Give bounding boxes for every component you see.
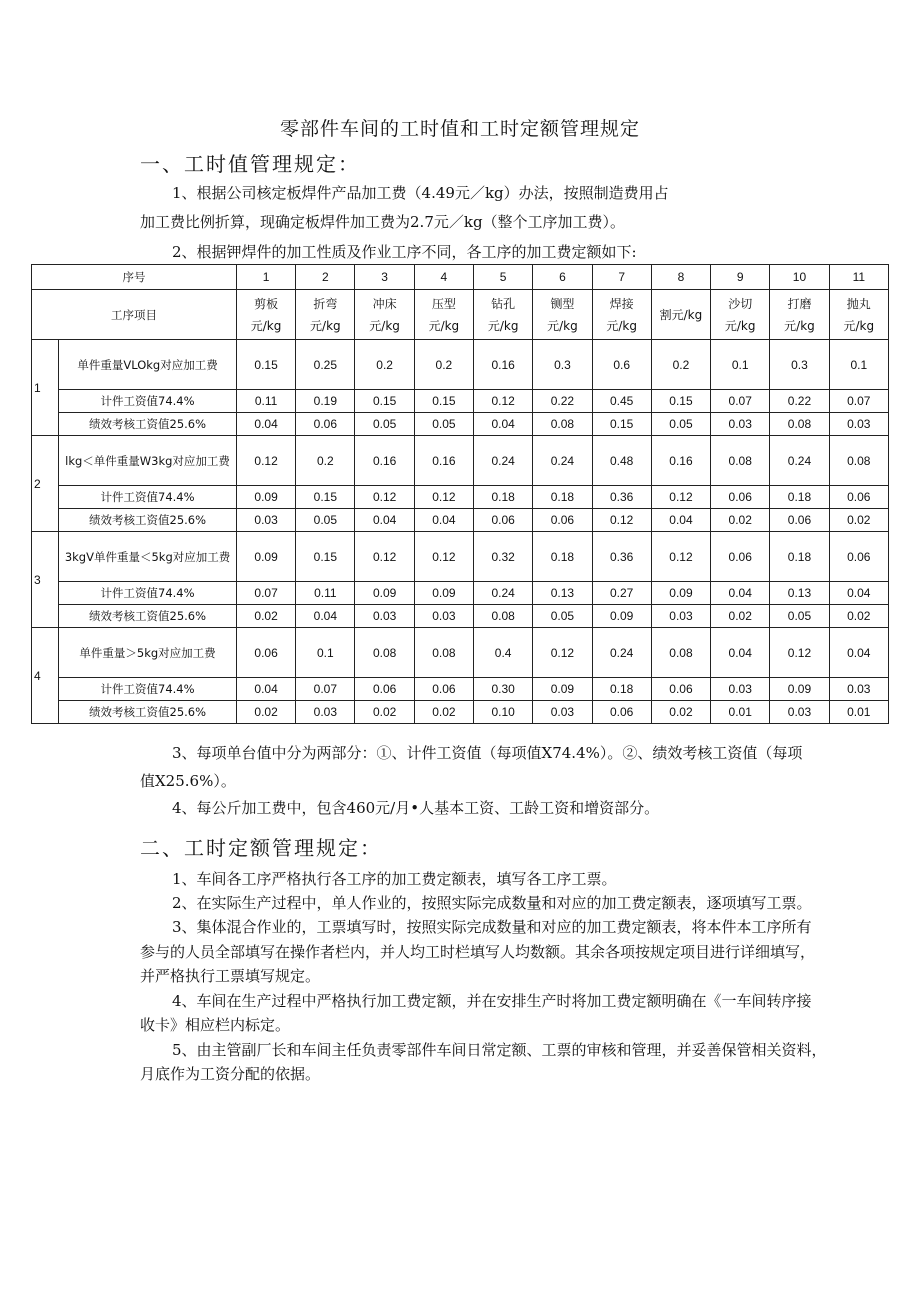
note-4: 4、每公斤加工费中，包含460元/月•人基本工资、工龄工资和增资部分。	[172, 799, 660, 817]
value-cell: 0.09	[533, 678, 592, 701]
value-cell: 0.03	[236, 509, 295, 532]
value-cell: 0.2	[414, 340, 473, 390]
section2-paragraph-3-line-2: 参与的人员全部填写在操作者栏内，并人均工时栏填写人均数额。其余各项按规定项目进行详细填写，	[140, 943, 816, 961]
weight-range-label: 单件重量VLOkg对应加工费	[59, 340, 237, 390]
section2-paragraph-1: 1、车间各工序严格执行各工序的加工费定额表，填写各工序工票。	[172, 870, 617, 888]
op-header: 割元/kg	[651, 290, 710, 340]
section2-heading: 二、工时定额管理规定：	[140, 836, 382, 860]
value-cell: 0.04	[355, 509, 414, 532]
value-cell: 0.1	[711, 340, 770, 390]
value-cell: 0.02	[236, 605, 295, 628]
wage-type-label: 绩效考核工资值25.6%	[59, 701, 237, 724]
value-cell: 0.09	[770, 678, 829, 701]
wage-type-label: 计件工资值74.4%	[59, 678, 237, 701]
op-header: 抛丸元/kg	[829, 290, 888, 340]
value-cell: 0.15	[414, 390, 473, 413]
value-cell: 0.02	[355, 701, 414, 724]
value-cell: 0.04	[711, 628, 770, 678]
col-number: 10	[770, 265, 829, 290]
value-cell: 0.08	[651, 628, 710, 678]
value-cell: 0.09	[236, 486, 295, 509]
section2-paragraph-4-line-2: 收卡》相应栏内标定。	[140, 1016, 291, 1034]
value-cell: 0.03	[533, 701, 592, 724]
value-cell: 0.02	[711, 605, 770, 628]
value-cell: 0.08	[414, 628, 473, 678]
section1-paragraph-2: 2、根据钾焊件的加工性质及作业工序不同，各工序的加工费定额如下:	[172, 243, 637, 261]
group-number: 3	[32, 532, 59, 628]
value-cell: 0.48	[592, 436, 651, 486]
value-cell: 0.02	[711, 509, 770, 532]
value-cell: 0.06	[770, 509, 829, 532]
group-number: 2	[32, 436, 59, 532]
col-number: 8	[651, 265, 710, 290]
value-cell: 0.24	[592, 628, 651, 678]
value-cell: 0.18	[533, 486, 592, 509]
value-cell: 0.30	[474, 678, 533, 701]
value-cell: 0.08	[711, 436, 770, 486]
value-cell: 0.04	[414, 509, 473, 532]
value-cell: 0.05	[355, 413, 414, 436]
value-cell: 0.06	[592, 701, 651, 724]
value-cell: 0.2	[355, 340, 414, 390]
item-header: 工序项目	[32, 290, 237, 340]
value-cell: 0.18	[770, 486, 829, 509]
table-row	[32, 628, 889, 678]
value-cell: 0.07	[296, 678, 355, 701]
value-cell: 0.12	[355, 486, 414, 509]
value-cell: 0.22	[533, 390, 592, 413]
value-cell: 0.36	[592, 486, 651, 509]
op-header: 压型元/kg	[414, 290, 473, 340]
wage-type-label: 计件工资值74.4%	[59, 486, 237, 509]
col-number: 6	[533, 265, 592, 290]
value-cell: 0.10	[474, 701, 533, 724]
value-cell: 0.08	[829, 436, 888, 486]
value-cell: 0.06	[296, 413, 355, 436]
value-cell: 0.07	[711, 390, 770, 413]
value-cell: 0.13	[533, 582, 592, 605]
value-cell: 0.15	[651, 390, 710, 413]
value-cell: 0.01	[711, 701, 770, 724]
value-cell: 0.1	[296, 628, 355, 678]
value-cell: 0.32	[474, 532, 533, 582]
value-cell: 0.11	[236, 390, 295, 413]
value-cell: 0.07	[236, 582, 295, 605]
section2-paragraph-5-line-1: 5、由主管副厂长和车间主任负责零部件车间日常定额、工票的审核和管理，并妥善保管相关资料，	[172, 1041, 827, 1059]
value-cell: 0.06	[651, 678, 710, 701]
value-cell: 0.24	[770, 436, 829, 486]
value-cell: 0.12	[236, 436, 295, 486]
table-row	[32, 390, 889, 413]
value-cell: 0.18	[770, 532, 829, 582]
col-number: 3	[355, 265, 414, 290]
value-cell: 0.08	[474, 605, 533, 628]
op-header: 折弯元/kg	[296, 290, 355, 340]
table-row	[32, 340, 889, 390]
value-cell: 0.09	[355, 582, 414, 605]
value-cell: 0.06	[533, 509, 592, 532]
value-cell: 0.06	[474, 509, 533, 532]
table-row	[32, 582, 889, 605]
value-cell: 0.05	[651, 413, 710, 436]
section2-paragraph-5-line-2: 月底作为工资分配的依据。	[140, 1065, 321, 1083]
value-cell: 0.15	[592, 413, 651, 436]
value-cell: 0.09	[592, 605, 651, 628]
value-cell: 0.09	[414, 582, 473, 605]
value-cell: 0.06	[711, 532, 770, 582]
value-cell: 0.06	[711, 486, 770, 509]
header-row-numbers	[32, 265, 889, 290]
col-number: 1	[236, 265, 295, 290]
op-header: 钻孔元/kg	[474, 290, 533, 340]
value-cell: 0.12	[770, 628, 829, 678]
table-row	[32, 532, 889, 582]
value-cell: 0.02	[414, 701, 473, 724]
value-cell: 0.16	[651, 436, 710, 486]
value-cell: 0.06	[829, 532, 888, 582]
op-header: 沙切元/kg	[711, 290, 770, 340]
table-row	[32, 678, 889, 701]
col-number: 7	[592, 265, 651, 290]
value-cell: 0.36	[592, 532, 651, 582]
document-title: 零部件车间的工时值和工时定额管理规定	[279, 118, 640, 140]
value-cell: 0.04	[296, 605, 355, 628]
value-cell: 0.09	[651, 582, 710, 605]
value-cell: 0.07	[829, 390, 888, 413]
value-cell: 0.24	[474, 436, 533, 486]
op-header: 打磨元/kg	[770, 290, 829, 340]
value-cell: 0.03	[770, 701, 829, 724]
value-cell: 0.12	[651, 486, 710, 509]
seq-header: 序号	[32, 265, 237, 290]
table-row	[32, 605, 889, 628]
section2-paragraph-3-line-3: 并严格执行工票填写规定。	[140, 967, 321, 985]
value-cell: 0.03	[651, 605, 710, 628]
value-cell: 0.22	[770, 390, 829, 413]
value-cell: 0.03	[296, 701, 355, 724]
value-cell: 0.04	[829, 582, 888, 605]
value-cell: 0.15	[296, 486, 355, 509]
value-cell: 0.04	[829, 628, 888, 678]
table-row	[32, 509, 889, 532]
value-cell: 0.16	[474, 340, 533, 390]
value-cell: 0.13	[770, 582, 829, 605]
value-cell: 0.19	[296, 390, 355, 413]
value-cell: 0.15	[296, 532, 355, 582]
value-cell: 0.03	[414, 605, 473, 628]
value-cell: 0.1	[829, 340, 888, 390]
value-cell: 0.12	[533, 628, 592, 678]
value-cell: 0.03	[711, 678, 770, 701]
value-cell: 0.03	[711, 413, 770, 436]
op-header: 剪板元/kg	[236, 290, 295, 340]
note-3-line-1: 3、每项单台值中分为两部分：①、计件工资值（每项值X74.4%）。②、绩效考核工资值（每项	[172, 744, 803, 762]
value-cell: 0.05	[533, 605, 592, 628]
value-cell: 0.2	[651, 340, 710, 390]
value-cell: 0.6	[592, 340, 651, 390]
section2-paragraph-4-line-1: 4、车间在生产过程中严格执行加工费定额，并在安排生产时将加工费定额明确在《一车间转序接	[172, 992, 812, 1010]
value-cell: 0.08	[355, 628, 414, 678]
section1-paragraph-1-line-2: 加工费比例折算，现确定板焊件加工费为2.7元／kg（整个工序加工费）。	[140, 213, 626, 231]
value-cell: 0.12	[355, 532, 414, 582]
section1-heading: 一、工时值管理规定：	[140, 152, 360, 176]
value-cell: 0.02	[829, 605, 888, 628]
value-cell: 0.3	[533, 340, 592, 390]
value-cell: 0.04	[651, 509, 710, 532]
wage-type-label: 绩效考核工资值25.6%	[59, 509, 237, 532]
value-cell: 0.05	[414, 413, 473, 436]
value-cell: 0.03	[355, 605, 414, 628]
op-header: 铡型元/kg	[533, 290, 592, 340]
value-cell: 0.02	[651, 701, 710, 724]
op-header: 焊接元/kg	[592, 290, 651, 340]
value-cell: 0.24	[533, 436, 592, 486]
value-cell: 0.27	[592, 582, 651, 605]
value-cell: 0.12	[474, 390, 533, 413]
value-cell: 0.16	[414, 436, 473, 486]
value-cell: 0.25	[296, 340, 355, 390]
value-cell: 0.06	[236, 628, 295, 678]
weight-range-label: lkg＜单件重量W3kg对应加工费	[59, 436, 237, 486]
section1-paragraph-1-line-1: 1、根据公司核定板焊件产品加工费（4.49元／kg）办法，按照制造费用占	[172, 184, 669, 202]
group-number: 4	[32, 628, 59, 724]
value-cell: 0.16	[355, 436, 414, 486]
value-cell: 0.4	[474, 628, 533, 678]
value-cell: 0.04	[474, 413, 533, 436]
col-number: 5	[474, 265, 533, 290]
section2-paragraph-2: 2、在实际生产过程中，单人作业的，按照实际完成数量和对应的加工费定额表，逐项填写工票。	[172, 894, 812, 912]
value-cell: 0.2	[296, 436, 355, 486]
value-cell: 0.03	[829, 678, 888, 701]
wage-type-label: 计件工资值74.4%	[59, 582, 237, 605]
value-cell: 0.18	[533, 532, 592, 582]
header-row-operations	[32, 290, 889, 340]
value-cell: 0.12	[592, 509, 651, 532]
col-number: 11	[829, 265, 888, 290]
weight-range-label: 单件重量＞5kg对应加工费	[59, 628, 237, 678]
value-cell: 0.15	[355, 390, 414, 413]
value-cell: 0.09	[236, 532, 295, 582]
value-cell: 0.03	[829, 413, 888, 436]
processing-fee-table	[31, 264, 889, 724]
value-cell: 0.06	[355, 678, 414, 701]
op-header: 冲床元/kg	[355, 290, 414, 340]
value-cell: 0.04	[236, 678, 295, 701]
value-cell: 0.01	[829, 701, 888, 724]
note-3-line-2: 值X25.6%）。	[140, 772, 236, 790]
value-cell: 0.06	[829, 486, 888, 509]
value-cell: 0.05	[296, 509, 355, 532]
value-cell: 0.18	[474, 486, 533, 509]
value-cell: 0.06	[414, 678, 473, 701]
value-cell: 0.12	[414, 532, 473, 582]
value-cell: 0.15	[236, 340, 295, 390]
table-row	[32, 413, 889, 436]
value-cell: 0.08	[533, 413, 592, 436]
wage-type-label: 绩效考核工资值25.6%	[59, 413, 237, 436]
value-cell: 0.12	[414, 486, 473, 509]
value-cell: 0.24	[474, 582, 533, 605]
value-cell: 0.45	[592, 390, 651, 413]
section2-paragraph-3-line-1: 3、集体混合作业的，工票填写时，按照实际完成数量和对应的加工费定额表，将本件本工序所有	[172, 918, 812, 936]
value-cell: 0.12	[651, 532, 710, 582]
col-number: 9	[711, 265, 770, 290]
value-cell: 0.08	[770, 413, 829, 436]
value-cell: 0.04	[711, 582, 770, 605]
table-row	[32, 701, 889, 724]
wage-type-label: 计件工资值74.4%	[59, 390, 237, 413]
value-cell: 0.18	[592, 678, 651, 701]
value-cell: 0.05	[770, 605, 829, 628]
wage-type-label: 绩效考核工资值25.6%	[59, 605, 237, 628]
value-cell: 0.3	[770, 340, 829, 390]
table-row	[32, 486, 889, 509]
value-cell: 0.04	[236, 413, 295, 436]
weight-range-label: 3kgV单件重量＜5kg对应加工费	[59, 532, 237, 582]
col-number: 2	[296, 265, 355, 290]
value-cell: 0.11	[296, 582, 355, 605]
table-row	[32, 436, 889, 486]
col-number: 4	[414, 265, 473, 290]
value-cell: 0.02	[829, 509, 888, 532]
value-cell: 0.02	[236, 701, 295, 724]
group-number: 1	[32, 340, 59, 436]
